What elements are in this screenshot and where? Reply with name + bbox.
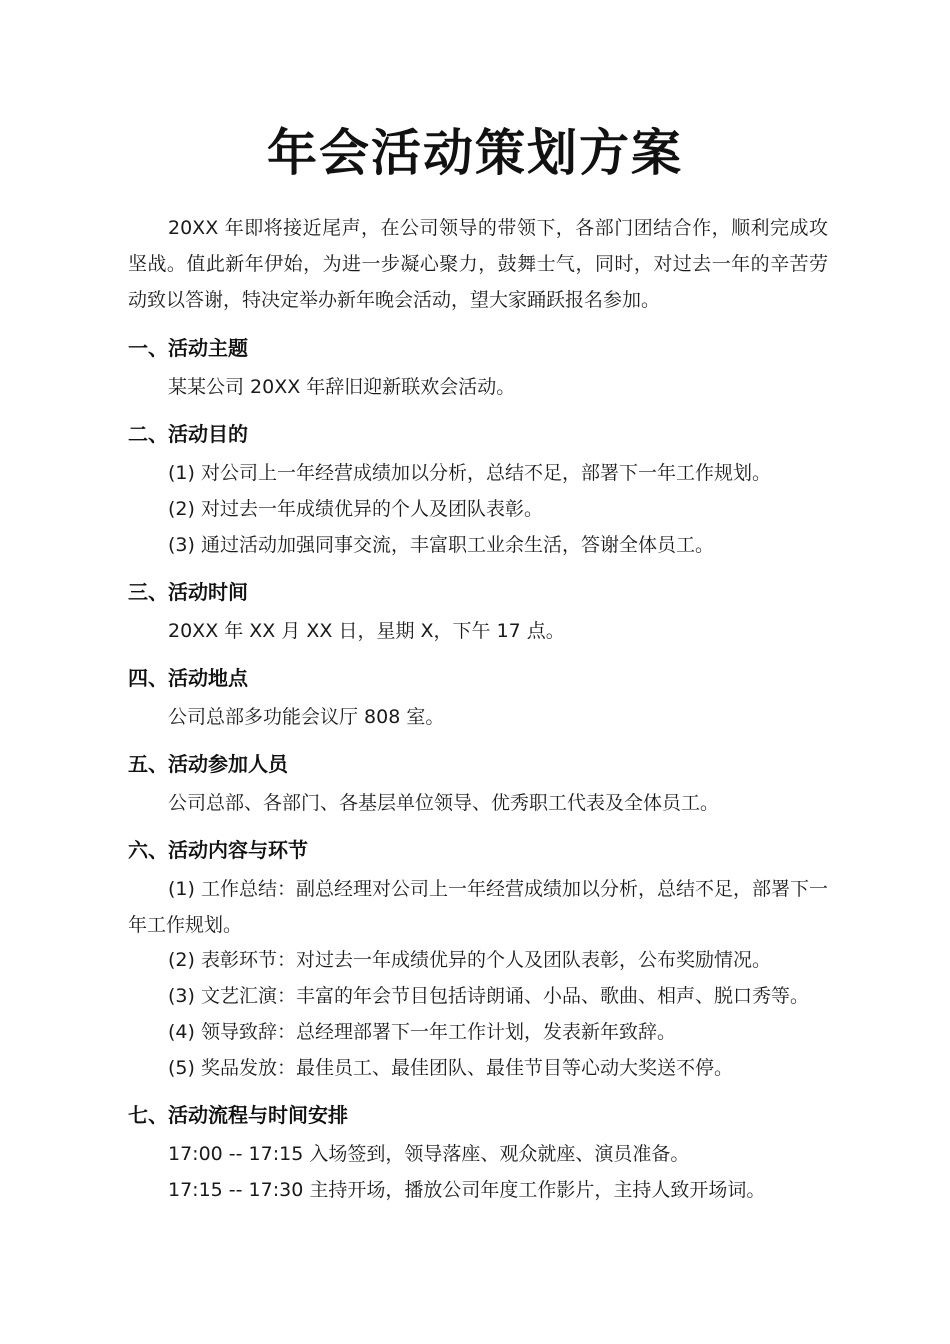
section-line: 公司总部、各部门、各基层单位领导、优秀职工代表及全体员工。 <box>168 792 720 814</box>
section-line: (2) 表彰环节：对过去一年成绩优异的个人及团队表彰，公布奖励情况。 <box>168 949 771 971</box>
schedule-line: 17:15 -- 17:30 主持开场，播放公司年度工作影片，主持人致开场词。 <box>168 1179 766 1201</box>
section-heading-purpose: 二、活动目的 <box>128 422 248 446</box>
section-heading-schedule: 七、活动流程与时间安排 <box>128 1103 348 1127</box>
intro-paragraph: 20XX 年即将接近尾声，在公司领导的带领下，各部门团结合作，顺利完成攻坚战。值此新年伊始，为进一步凝心聚力，鼓舞士气，同时，对过去一年的辛苦劳动致以答谢，特决定举办新年晚会活动，望大家踊跃报名参加。 <box>128 217 828 311</box>
schedule-line: 17:00 -- 17:15 入场签到，领导落座、观众就座、演员准备。 <box>168 1143 690 1165</box>
section-line: 某某公司 20XX 年辞旧迎新联欢会活动。 <box>168 376 516 398</box>
section-heading-content: 六、活动内容与环节 <box>128 838 308 862</box>
section-line: 公司总部多功能会议厅 808 室。 <box>168 706 445 728</box>
section-heading-theme: 一、活动主题 <box>128 336 248 360</box>
section-line: 20XX 年 XX 月 XX 日，星期 X，下午 17 点。 <box>168 620 565 642</box>
section-line: (4) 领导致辞：总经理部署下一年工作计划，发表新年致辞。 <box>168 1021 676 1043</box>
section-line: (3) 文艺汇演：丰富的年会节目包括诗朗诵、小品、歌曲、相声、脱口秀等。 <box>168 985 809 1007</box>
section-line-wrapped: (1) 工作总结：副总经理对公司上一年经营成绩加以分析，总结不足，部署下一年工作规划。 <box>128 878 828 936</box>
section-line: (5) 奖品发放：最佳员工、最佳团队、最佳节目等心动大奖送不停。 <box>168 1057 733 1079</box>
section-heading-participants: 五、活动参加人员 <box>128 752 288 776</box>
document-title: 年会活动策划方案 <box>267 124 683 182</box>
section-heading-time: 三、活动时间 <box>128 580 248 604</box>
section-line: (3) 通过活动加强同事交流，丰富职工业余生活，答谢全体员工。 <box>168 534 714 556</box>
section-line: (1) 对公司上一年经营成绩加以分析，总结不足，部署下一年工作规划。 <box>168 462 771 484</box>
section-line: (2) 对过去一年成绩优异的个人及团队表彰。 <box>168 498 543 520</box>
section-heading-location: 四、活动地点 <box>128 666 248 690</box>
